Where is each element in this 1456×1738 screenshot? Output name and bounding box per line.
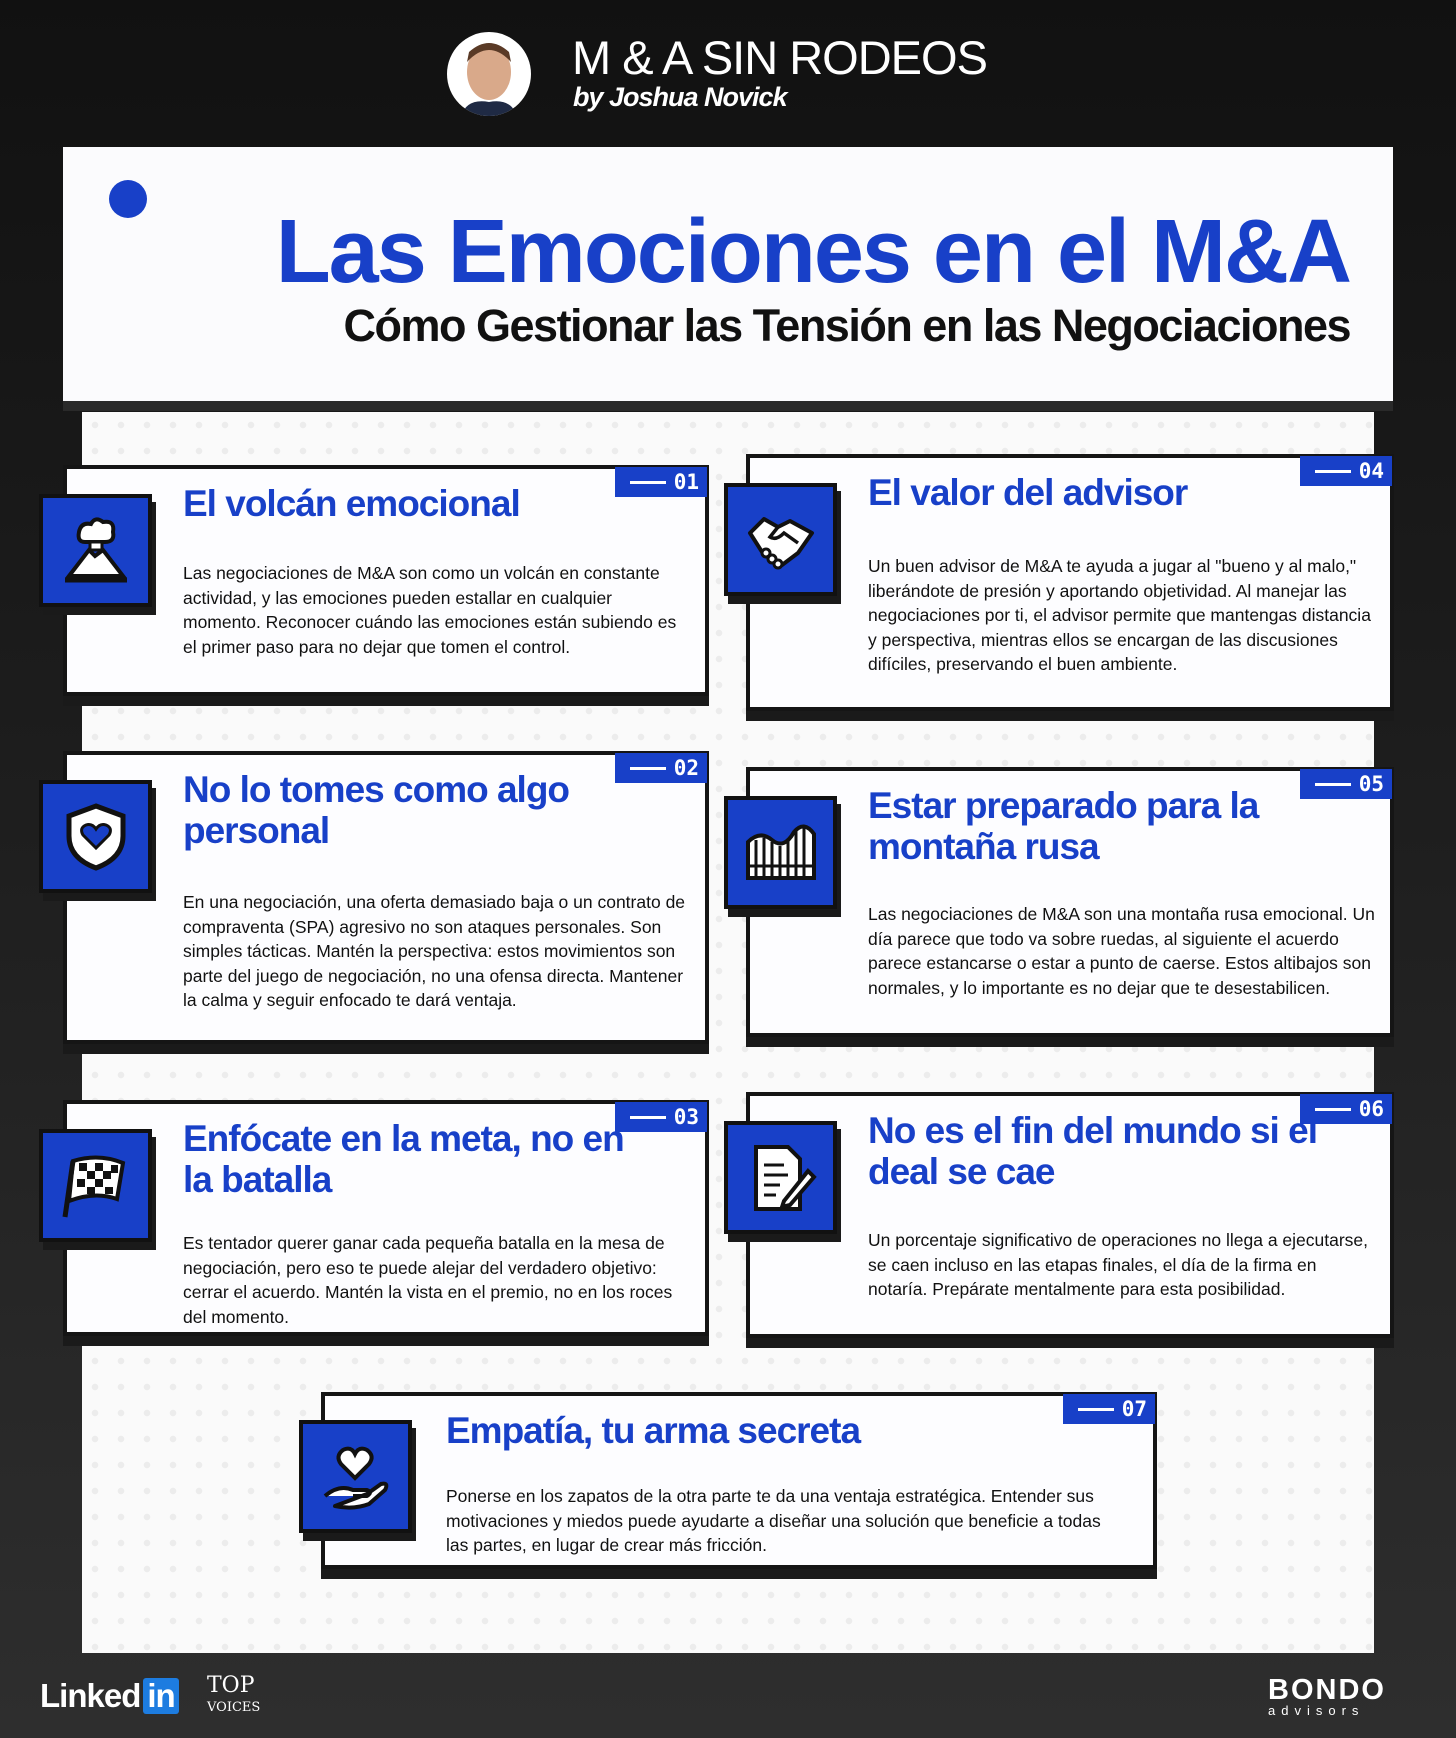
card-number-badge: 03: [615, 1102, 707, 1132]
document-pen-icon: [724, 1121, 837, 1234]
checkered-flag-icon: [39, 1129, 152, 1242]
card-number-badge: 06: [1300, 1094, 1392, 1124]
roller-coaster-icon: [724, 796, 837, 909]
title-card: [63, 147, 1393, 401]
card-title: Empatía, tu arma secreta: [446, 1410, 861, 1451]
tip-card-07: [321, 1392, 1157, 1569]
page-subtitle: Cómo Gestionar las Tensión en las Negociaciones: [343, 300, 1350, 351]
card-number-badge: 04: [1300, 456, 1392, 486]
card-body: Ponerse en los zapatos de la otra parte te da una ventaja estratégica. Entender sus motivaciones y miedos puede ayudarte a diseñar una solución que beneficie a todas las partes, en lugar de crear más fricción.: [446, 1486, 1101, 1555]
accent-dot: [109, 180, 147, 218]
author-avatar: [447, 32, 531, 116]
tip-card-06: [746, 1092, 1394, 1338]
card-title: No es el fin del mundo si el deal se cae: [868, 1110, 1317, 1192]
linkedin-logo: Linked in: [40, 1677, 179, 1715]
page-title: Las Emociones en el M&A: [275, 202, 1350, 302]
hand-heart-icon: [299, 1420, 412, 1533]
brand-title: M & A SIN RODEOS: [572, 31, 987, 84]
card-body: En una negociación, una oferta demasiado baja o un contrato de compraventa (SPA) agresivo no son ataques personales. Son simples tácticas. Mantén la perspectiva: estos movimientos son parte del juego de negociación, no una ofensa directa. Mantener la calma y seguir enfocado te dará ventaja.: [183, 892, 686, 1010]
shield-heart-icon: [39, 780, 152, 893]
handshake-icon: [724, 483, 837, 596]
card-title: El valor del advisor: [868, 472, 1188, 513]
card-number-badge: 02: [615, 753, 707, 783]
card-number-badge: 07: [1063, 1394, 1155, 1424]
bondo-advisors-logo: BONDO advisors: [1268, 1674, 1386, 1718]
card-body: Un porcentaje significativo de operaciones no llega a ejecutarse, se caen incluso en las etapas finales, el día de la firma en notaría. Prepárate mentalmente para esta posibilidad.: [868, 1230, 1369, 1299]
volcano-icon: [39, 494, 152, 607]
card-title: No lo tomes como algo personal: [183, 769, 570, 851]
card-title: El volcán emocional: [183, 483, 520, 524]
card-body: Un buen advisor de M&A te ayuda a jugar al "bueno y al malo," liberándote de presión y aportando objetividad. Al manejar las negociaciones por ti, el advisor permite que mantengas distancia y perspectiva, mientras ellos se encargan de las discusiones difíciles, preservando el buen ambiente.: [868, 556, 1371, 674]
tip-card-05: [746, 767, 1394, 1037]
card-body: Es tentador querer ganar cada pequeña batalla en la mesa de negociación, pero eso te puede alejar del verdadero objetivo: cerrar el acuerdo. Mantén la vista en el premio, no en los roces del momento.: [183, 1233, 673, 1327]
tip-card-03: [63, 1100, 709, 1336]
author-byline: by Joshua Novick: [573, 82, 787, 112]
card-body: Las negociaciones de M&A son una montaña rusa emocional. Un día parece que todo va sobre ruedas, al siguiente el acuerdo parece estancarse o estar a punto de caerse. Estos altibajos son normales, y lo importante es no dejar que te desestabilicen.: [868, 904, 1375, 998]
card-title: Estar preparado para la montaña rusa: [868, 785, 1259, 867]
card-number-badge: 05: [1300, 769, 1392, 799]
card-title: Enfócate en la meta, no en la batalla: [183, 1118, 624, 1200]
card-number-badge: 01: [615, 467, 707, 497]
tip-card-02: [63, 751, 709, 1044]
tip-card-01: [63, 465, 709, 696]
card-body: Las negociaciones de M&A son como un volcán en constante actividad, y las emociones pueden estallar en cualquier momento. Reconocer cuándo las emociones están subiendo es el primer paso para no dejar que tomen el control.: [183, 563, 677, 657]
top-voices-badge: TOP VOICES: [207, 1673, 261, 1715]
tip-card-04: [746, 454, 1394, 711]
